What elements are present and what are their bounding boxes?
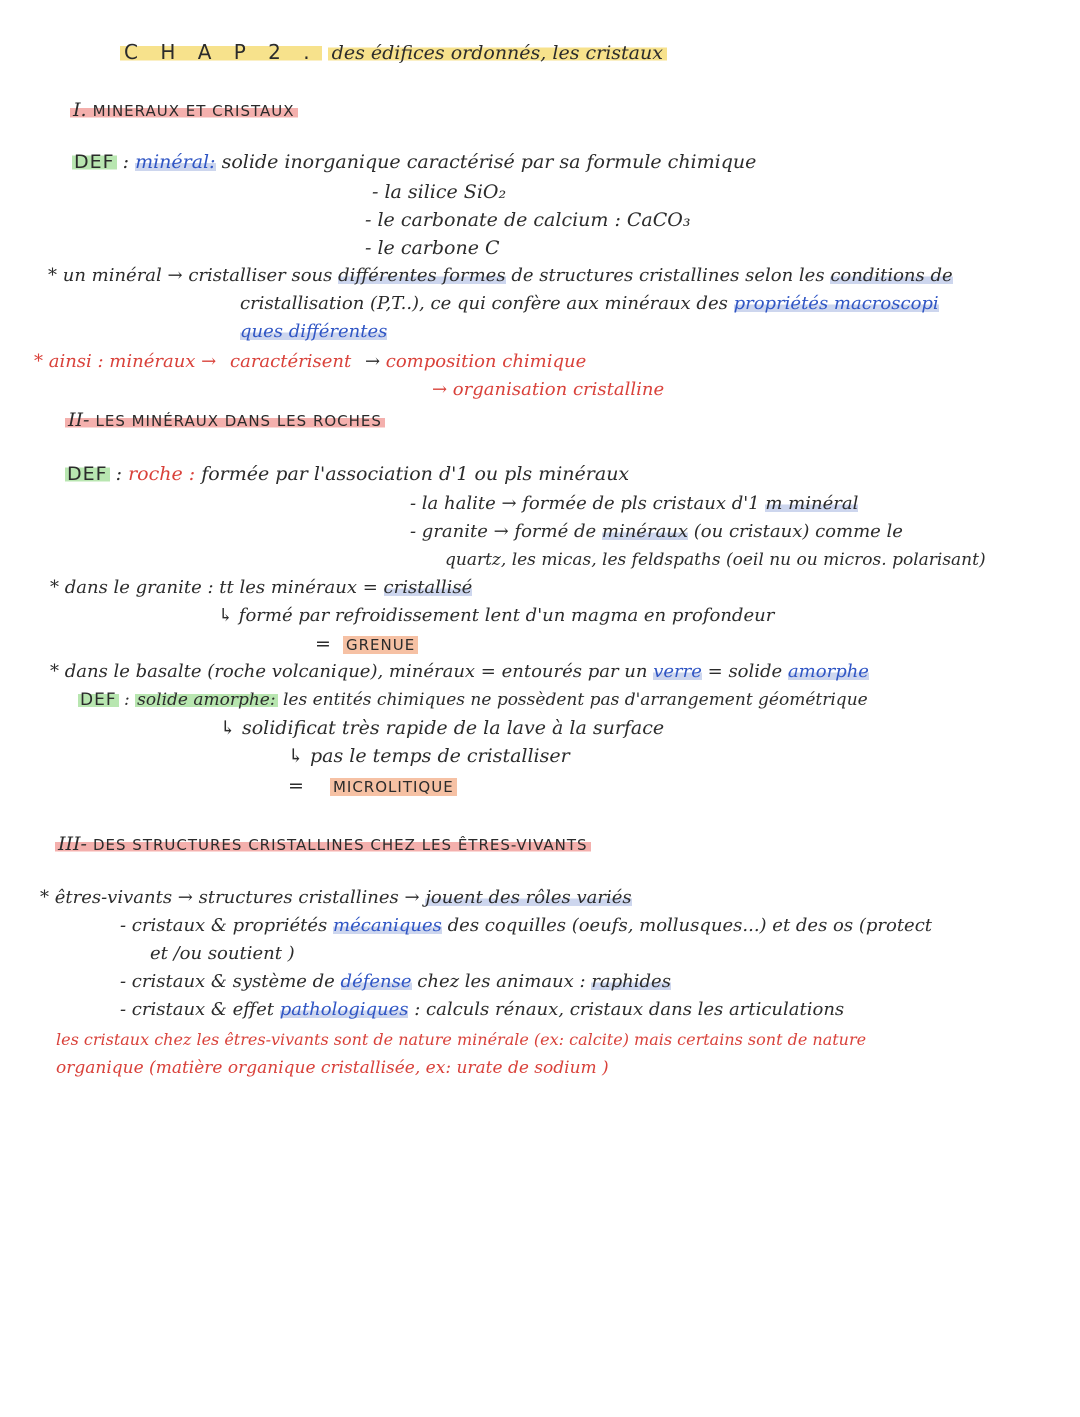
def-term-mineral: minéral: xyxy=(135,151,216,173)
macro-properties: propriétés macroscopi xyxy=(733,293,939,314)
mineral-example-3: - le carbone C xyxy=(365,237,500,259)
def-text-mineral: solide inorganique caractérisé par sa formule chimique xyxy=(221,151,757,173)
section3-number: III- xyxy=(58,833,87,855)
solidification-line: ↳ solidificat très rapide de la lave à la surface xyxy=(220,717,665,739)
microlitique-line: = MICROLITIQUE xyxy=(288,774,457,799)
def-term-amorphe: solide amorphe: xyxy=(137,690,276,710)
chapter-title xyxy=(120,40,667,65)
star-mineral-line1: * un minéral → cristalliser sous différentes formes de structures cristallines selon les conditions de xyxy=(48,265,953,286)
section1-heading xyxy=(70,98,298,123)
different-forms: différentes formes xyxy=(338,265,506,286)
section2-number: II- xyxy=(68,409,90,431)
no-time-line: ↳ pas le temps de cristalliser xyxy=(288,745,570,767)
star-mineral-line2: cristallisation (P,T..), ce qui confère aux minéraux des propriétés macroscopi xyxy=(240,293,939,314)
section3-title: DES STRUCTURES CRISTALLINES CHEZ LES ÊTRES-VIVANTS xyxy=(92,836,588,854)
chapter-subtitle: des édifices ordonnés, les cristaux xyxy=(328,42,667,64)
bullet-mecaniques-line2: et /ou soutient ) xyxy=(150,943,295,964)
bullet-pathologiques: - cristaux & effet pathologiques : calculs rénaux, cristaux dans les articulations xyxy=(120,999,845,1020)
microlitique-term: MICROLITIQUE xyxy=(330,778,457,796)
star-mineral-line3: ques différentes xyxy=(240,321,388,342)
mineral-example-1: - la silice SiO₂ xyxy=(372,181,507,203)
section3-heading xyxy=(55,832,591,857)
section2-title: LES MINÉRAUX DANS LES ROCHES xyxy=(95,412,382,430)
conditions: conditions de xyxy=(830,265,953,286)
def-amorphe: DEF : solide amorphe: les entités chimiques ne possèdent pas d'arrangement géométrique xyxy=(80,690,868,710)
def-mineral: DEF : minéral: solide inorganique caractérisé par sa formule chimique xyxy=(74,151,757,173)
roche-example-halite: - la halite → formée de pls cristaux d'1 m minéral xyxy=(410,493,859,514)
bullet-mecaniques: - cristaux & propriétés mécaniques des coquilles (oeufs, mollusques...) et des os (protect xyxy=(120,915,933,936)
red-note-line2: organique (matière organique cristallisée, ex: urate de sodium ) xyxy=(56,1058,609,1078)
roche-example-granite-line2: quartz, les micas, les feldspaths (oeil nu ou micros. polarisant) xyxy=(445,550,986,570)
mineral-example-2: - le carbonate de calcium : CaCO₃ xyxy=(365,209,691,231)
grenue-term: GRENUE xyxy=(343,636,418,654)
red-note-line1: les cristaux chez les êtres-vivants sont de nature minérale (ex: calcite) mais certains sont de nature xyxy=(56,1030,867,1049)
composition-chimique: composition chimique xyxy=(385,351,587,372)
def-label: DEF xyxy=(74,151,115,173)
def-roche: DEF : roche : formée par l'association d'1 ou pls minéraux xyxy=(67,463,630,485)
section2-heading xyxy=(65,408,385,433)
basalte-star: * dans le basalte (roche volcanique), minéraux = entourés par un verre = solide amorphe xyxy=(50,661,869,682)
section1-title: MINERAUX ET CRISTAUX xyxy=(92,102,295,120)
star-ainsi: * ainsi : minéraux → caractérisent → composition chimique xyxy=(34,351,587,372)
granite-line2: ↳ formé par refroidissement lent d'un magma en profondeur xyxy=(218,605,775,626)
organisation-cristalline: → organisation cristalline xyxy=(432,379,665,400)
bullet-defense: - cristaux & système de défense chez les animaux : raphides xyxy=(120,971,671,992)
def-term-roche: roche : xyxy=(128,463,196,485)
grenue-line: = GRENUE xyxy=(315,632,418,657)
section1-number: I. xyxy=(73,99,87,121)
chapter-number: C H A P 2 . xyxy=(120,40,322,64)
roche-example-granite: - granite → formé de minéraux (ou cristaux) comme le xyxy=(410,521,903,542)
granite-star: * dans le granite : tt les minéraux = cristallisé xyxy=(50,577,473,598)
etres-vivants-star: * êtres-vivants → structures cristallines → jouent des rôles variés xyxy=(40,887,632,908)
